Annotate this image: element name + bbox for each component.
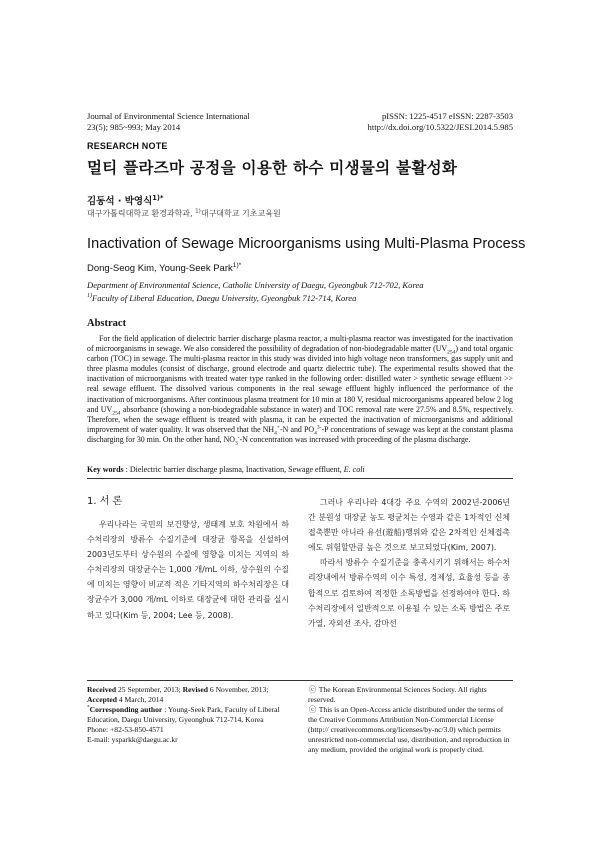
abstract-sup: -: [237, 434, 240, 441]
abstract-sup: 3-: [316, 424, 322, 431]
abstract-text: -N and PO: [280, 424, 315, 434]
authors-korean-names: 김동석 · 박영식: [87, 196, 153, 207]
affiliation-english-1-text: Department of Environmental Science, Catholic University of Daegu, Gyeongbuk 712-702, Korea: [87, 280, 424, 290]
abstract-sub: 254: [112, 410, 121, 417]
accepted-date: 4 March, 2014: [116, 695, 164, 704]
abstract-text: absorbance (showing a non-biodegradable substance in water) and TOC removal rate were 27.5% and 8.5%, respectively. Therefore, when the sewage effluent is treated with plasma, it can be expected the inactivation of microorganisms and additional improvement of water quality. It was observed that the NH: [87, 404, 513, 434]
license-line: [308, 705, 513, 755]
received-label: Received: [87, 685, 117, 694]
keywords-label: Key words: [87, 465, 124, 474]
authors-english-mark: 1)*: [232, 261, 242, 269]
affiliation-korean-a: 대구가톨릭대학교 환경과학과,: [87, 209, 196, 218]
body-column-left: [87, 517, 289, 623]
authors-english: [87, 263, 241, 274]
issn: pISSN: 1225-4517 eISSN: 2287-3503: [381, 111, 513, 121]
affiliation-english-1: [87, 279, 517, 291]
revised-label: Revised: [182, 685, 208, 694]
affiliation-english-2: [87, 292, 517, 304]
footnote-copyright: [308, 685, 513, 755]
keywords: [87, 465, 365, 474]
abstract-heading: Abstract: [87, 318, 127, 329]
received-date: 25 September, 2013;: [116, 685, 183, 694]
body-paragraph: 그러나 우리나라 4대강 주요 수역의 2002년-2006년간 분원성 대장균 농도 평균치는 수영과 같은 1차적인 신체 접촉뿐만 아니라 유선(遊船)행위와 같은 2차적인 신체접촉에도 위험할만큼 높은 것으로 보고되었다(Kim, 2007).: [308, 498, 510, 553]
keywords-italic: E. coli: [343, 465, 365, 474]
corresponding-mark: *: [87, 704, 90, 711]
accepted-label: Accepted: [87, 695, 117, 704]
accepted-line: [87, 695, 292, 705]
doi-link[interactable]: http://dx.doi.org/10.5322/JESI.2014.5.985: [367, 122, 513, 132]
abstract-text: -P concentrations of sewage was kept at the constant plasma discharging for 30 min. On the other hand, NO: [87, 424, 513, 444]
abstract-sub: 4: [314, 430, 317, 437]
open-access-icon: ⓒ: [308, 705, 317, 714]
copyright-line: [308, 685, 513, 705]
abstract-text: -N concentration was increased with proceeding of the plasma discharge.: [239, 434, 471, 444]
abstract-sub: 3: [235, 440, 238, 447]
license-text: This is an Open-Access article distributed under the terms of the Creative Commons Attribution Non-Commercial License (http:// creativecommons.org/licenses/by-nc/3.0) which permits unrestricted non-commercial use, distribution, and reproduction in any medium, provided the original work is properly cited.: [308, 705, 510, 754]
copyright-icon: ⓒ: [308, 685, 317, 694]
abstract-text: For the field application of dielectric barrier discharge plasma reactor, a multi-plasma reactor was investigated for the inactivation of microorganisms in sewage. We also considered the possibility of degradation of non-biodegradable matter (UV: [87, 334, 513, 354]
article-type: RESEARCH NOTE: [87, 141, 168, 151]
corresponding-author: [87, 705, 292, 725]
divider-top: [87, 478, 513, 479]
title-english: Inactivation of Sewage Microorganisms using Multi-Plasma Process: [87, 236, 526, 252]
authors-english-names: Dong-Seog Kim, Young-Seek Park: [87, 263, 233, 274]
body-paragraph: 따라서 방류수 수질기준을 충족시키기 위해서는 하수처리장내에서 방류수역의 이수 특성, 경제성, 효율성 등을 종합적으로 검토하여 적정한 소독방법을 선정하여야 한다. 하수처리장에서 일반적으로 이용될 수 있는 소독 방법은 주로 가열, 자외선 조사, 감마선: [308, 558, 510, 628]
footnote-dates-correspondence: [87, 685, 292, 745]
abstract-text: ) and total organic carbon (TOC) in sewage. The multi-plasma reactor in this study was divided into high voltage neon transformers, gas supply unit and three plasma modules (consist of discharge, ground electrode and quartz dielectric tube). The experimental results showed that the inactivation of microorganisms with treated water type ranked in the following order: distilled water > synthetic sewage effluent >> real sewage effluent. The dissolved various components in the real sewage effluent highly influenced the performance of the inactivation of microorganisms. After continuous plasma treatment for 10 min at 180 V, residual microorganisms appeared below 2 log and UV: [87, 344, 513, 414]
authors-korean: [87, 193, 163, 207]
copyright-text: The Korean Environmental Sciences Society. All rights reserved.: [308, 685, 487, 704]
keywords-separator: :: [123, 465, 130, 474]
phone: Phone: +82-53-850-4571: [87, 725, 164, 734]
affiliation-english-2-mark: 1): [87, 293, 93, 300]
affiliations-korean: [87, 208, 281, 219]
title-korean: 멀티 플라즈마 공정을 이용한 하수 미생물의 불활성화: [87, 158, 458, 177]
section-heading-introduction: 1. 서 론: [87, 496, 123, 507]
abstract-sup: +: [276, 424, 281, 431]
journal-name: Journal of Environmental Science International: [87, 111, 250, 121]
issn-header: [273, 111, 513, 133]
corresponding-label: Corresponding author: [89, 705, 163, 714]
abstract-sub: 4: [274, 430, 277, 437]
keywords-text: Dielectric barrier discharge plasma, Inactivation, Sewage effluent,: [129, 465, 344, 474]
received-revised-line: [87, 685, 292, 695]
revised-date: 6 November, 2013;: [207, 685, 269, 694]
affiliation-korean-mark: 1): [195, 208, 201, 215]
body-column-right: [308, 495, 510, 631]
affiliation-english-2-text: Faculty of Liberal Education, Daegu University, Gyeongbuk 712-714, Korea: [92, 293, 357, 303]
divider-footnotes: [87, 680, 513, 681]
journal-volume: 23(5); 985~993; May 2014: [87, 122, 181, 132]
authors-korean-mark: 1)*: [152, 193, 164, 202]
affiliation-korean-b: 대구대학교 기초교육원: [200, 209, 281, 218]
body-paragraph: 우리나라는 국민의 보건향상, 생태계 보호 차원에서 하수처리장의 방류수 수질기준에 대장균 항목을 신설하여 2003년도부터 상수원의 수질에 영향을 미치는 지역의 하수처리장의 대장균수는 1,000 개/mL 이하, 상수원의 수질에 미치는 영향이 비교적 적은 기타지역의 하수처리장은 대장균수가 3,000 개/mL 이하로 대장균에 대한 관리를 실시하고 있다(Kim 등, 2004; Lee 등, 2008).: [87, 520, 289, 620]
abstract-body: [87, 334, 513, 445]
abstract-sub: 254: [447, 349, 456, 356]
corresponding-text: : Young-Seek Park, Faculty of Liberal Education, Daegu University, Gyeongbuk 712-714, Korea: [87, 705, 280, 724]
email-link[interactable]: E-mail: ysparkk@daegu.ac.kr: [87, 735, 178, 744]
